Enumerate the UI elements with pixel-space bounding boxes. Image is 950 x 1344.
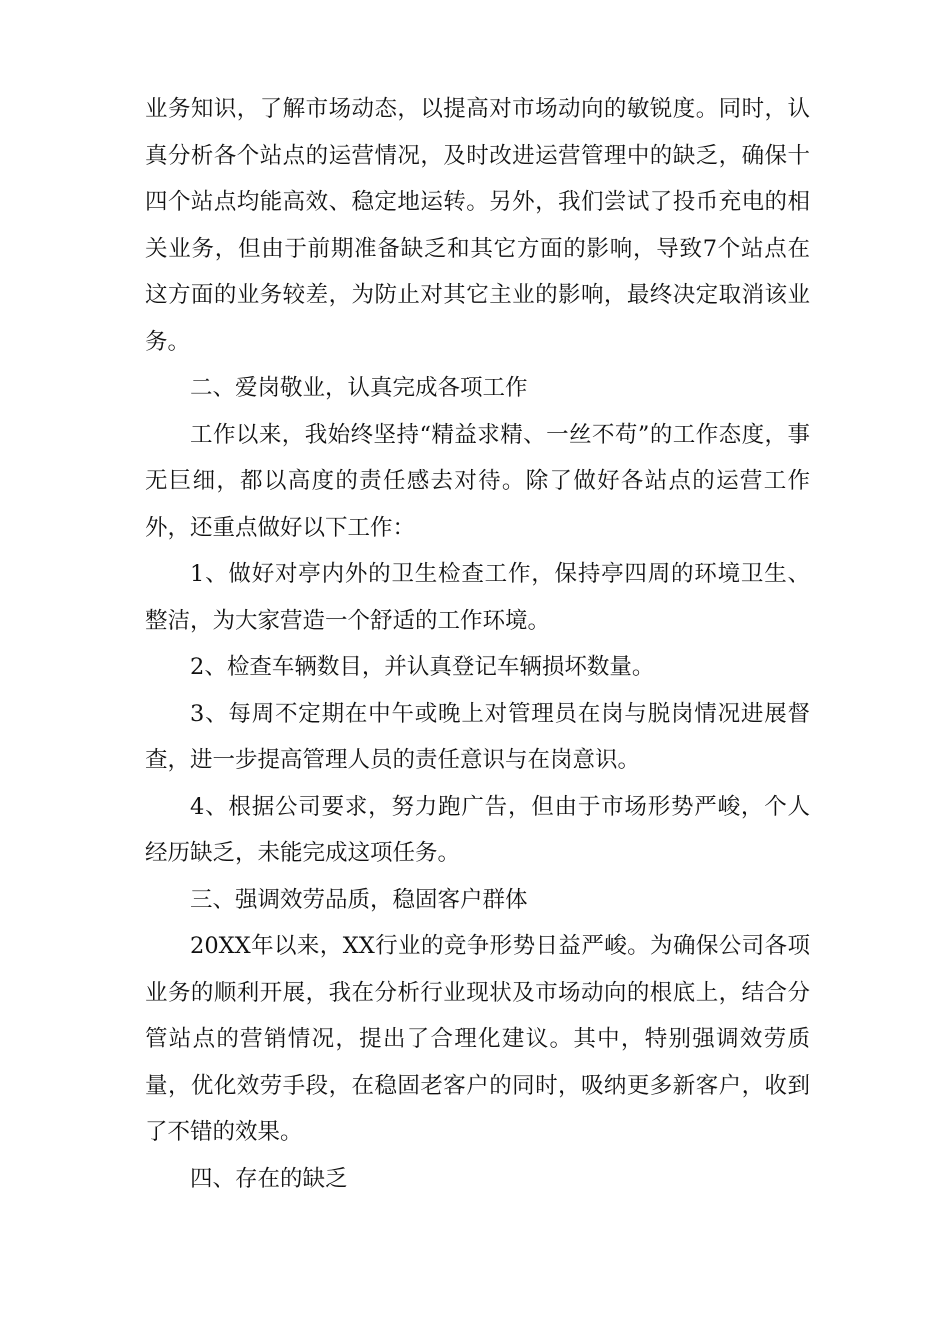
list-item-1: 1、做好对亭内外的卫生检查工作，保持亭四周的环境卫生、整洁，为大家营造一个舒适的工作环境。 — [145, 561, 810, 634]
section-heading-3: 三、强调效劳品质，稳固客户群体 — [190, 886, 528, 913]
list-item-2: 2、检查车辆数目，并认真登记车辆损坏数量。 — [190, 654, 655, 680]
section-heading-4: 四、存在的缺乏 — [190, 1165, 348, 1192]
list-item-3: 3、每周不定期在中午或晚上对管理员在岗与脱岗情况进展督查，进一步提高管理人员的责任意识与在岗意识。 — [145, 700, 810, 773]
paragraph-continuation: 业务知识，了解市场动态，以提高对市场动向的敏锐度。同时，认真分析各个站点的运营情况，及时改进运营管理中的缺乏，确保十四个站点均能高效、稳定地运转。另外，我们尝试了投币充电的相关业务，但由于前期准备缺乏和其它方面的影响，导致7个站点在这方面的业务较差，为防止对其它主业的影响，最终决定取消该业务。 — [145, 96, 810, 355]
section-heading-2: 二、爱岗敬业，认真完成各项工作 — [190, 375, 528, 401]
paragraph-work-attitude: 工作以来，我始终坚持“精益求精、一丝不苟”的工作态度，事无巨细，都以高度的责任感去对待。除了做好各站点的运营工作外，还重点做好以下工作： — [145, 421, 810, 541]
paragraph-service-quality: 20XX年以来，XX行业的竞争形势日益严峻。为确保公司各项业务的顺利开展，我在分析行业现状及市场动向的根底上，结合分管站点的营销情况，提出了合理化建议。其中，特别强调效劳质量，优化效劳手段，在稳固老客户的同时，吸纳更多新客户，收到了不错的效果。 — [145, 933, 810, 1145]
list-item-4: 4、根据公司要求，努力跑广告，但由于市场形势严峻，个人经历缺乏，未能完成这项任务。 — [145, 793, 810, 866]
document-body — [145, 86, 810, 1202]
